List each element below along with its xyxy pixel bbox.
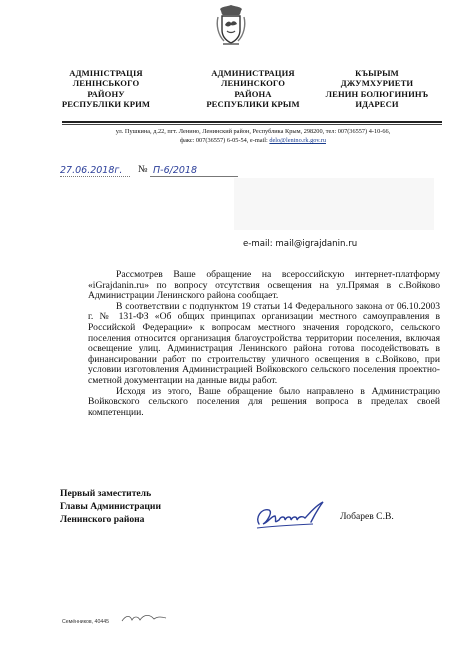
signatory-title-line: Первый заместитель (60, 488, 152, 499)
email-link[interactable]: delo@lenino.rk.gov.ru (269, 137, 326, 144)
address-line-2 (66, 136, 440, 145)
crimea-emblem-icon (214, 3, 248, 47)
header-line: РАЙОНА (234, 88, 272, 99)
date-underline (60, 176, 130, 177)
number-sign: № (138, 164, 148, 175)
registration-date: 27.06.2018г. (60, 165, 123, 176)
header-line: РАЙОНУ (87, 88, 125, 99)
header-line: КЪЫРЫМ (355, 68, 399, 78)
header-crimean-tatar (320, 68, 434, 110)
handwritten-signature-icon (253, 498, 335, 534)
header-ukrainian (50, 68, 162, 110)
signatory-title-line: Ленинского района (60, 514, 145, 525)
header-line: РЕСПУБЛІКИ КРИМ (61, 99, 151, 110)
executor-signature-icon (120, 612, 170, 626)
header-line: АДМИНИСТРАЦИЯ (211, 68, 295, 78)
paragraph: Исходя из этого, Ваше обращение было направлено в Администрацию Войковского сельского поселения для решения вопроса в пределах своей компетенции. (88, 385, 440, 418)
registration-block (60, 163, 260, 179)
header-line: ЛЕНІНСЬКОГО (72, 78, 140, 89)
header-line: ИДАРЕСИ (355, 99, 399, 110)
header-divider-thin (62, 124, 442, 125)
header-line: ДЖУМХУРИЕТИ (340, 78, 414, 89)
header-line: АДМІНІСТРАЦІЯ (69, 68, 143, 78)
signatory-name: Лобарев С.В. (340, 511, 394, 522)
number-underline (150, 176, 238, 177)
header-divider (62, 121, 442, 123)
header-line: ЛЕНИН БОЛЮГИНИНЪ (325, 88, 429, 99)
paragraph: В соответствии с подпунктом 19 статьи 14 Федерального закона от 06.10.2003 г. № 131-ФЗ «Об общих принципах организации местного самоуправления в Российской Федерации» к вопросам местного значения городского, сельского поселения относится организация благоустройства территории поселения, включая освещение улиц. Администрация Ленинского района готова посодействовать в финансировании работ по строительству уличного освещения в с.Войково, при условии изготовления Администрацией Войковского сельского поселения проектно-сметной документации на данные виды работ. (88, 300, 440, 386)
recipient-email: e-mail: mail@igrajdanin.ru (243, 239, 358, 249)
executor-note: Семёнников, 40445 (62, 619, 109, 625)
letter-body (88, 270, 440, 418)
address-line-1: ул. Пушкина, д.22, пгт. Ленино, Ленинский район, Республика Крым, 298200, тел: 007(36557) 4-10-66, (115, 128, 391, 135)
contact-text: факс: 007(36557) 6-05-54, e-mail: (180, 137, 270, 144)
paragraph: Рассмотрев Ваше обращение на всероссийскую интернет-платформу «iGrajdanin.ru» по вопросу отсутствия освещения на ул.Прямая в с.Войково Администрации Ленинского района сообщает. (88, 269, 440, 302)
signatory-title (60, 487, 161, 526)
signatory-title-line: Главы Администрации (60, 501, 161, 512)
header-line: РЕСПУБЛИКИ КРЫМ (206, 99, 300, 110)
header-line: ЛЕНИНСКОГО (220, 78, 286, 89)
header-russian (190, 68, 316, 110)
redacted-recipient-area (234, 178, 434, 230)
registration-number: П-6/2018 (153, 165, 197, 176)
